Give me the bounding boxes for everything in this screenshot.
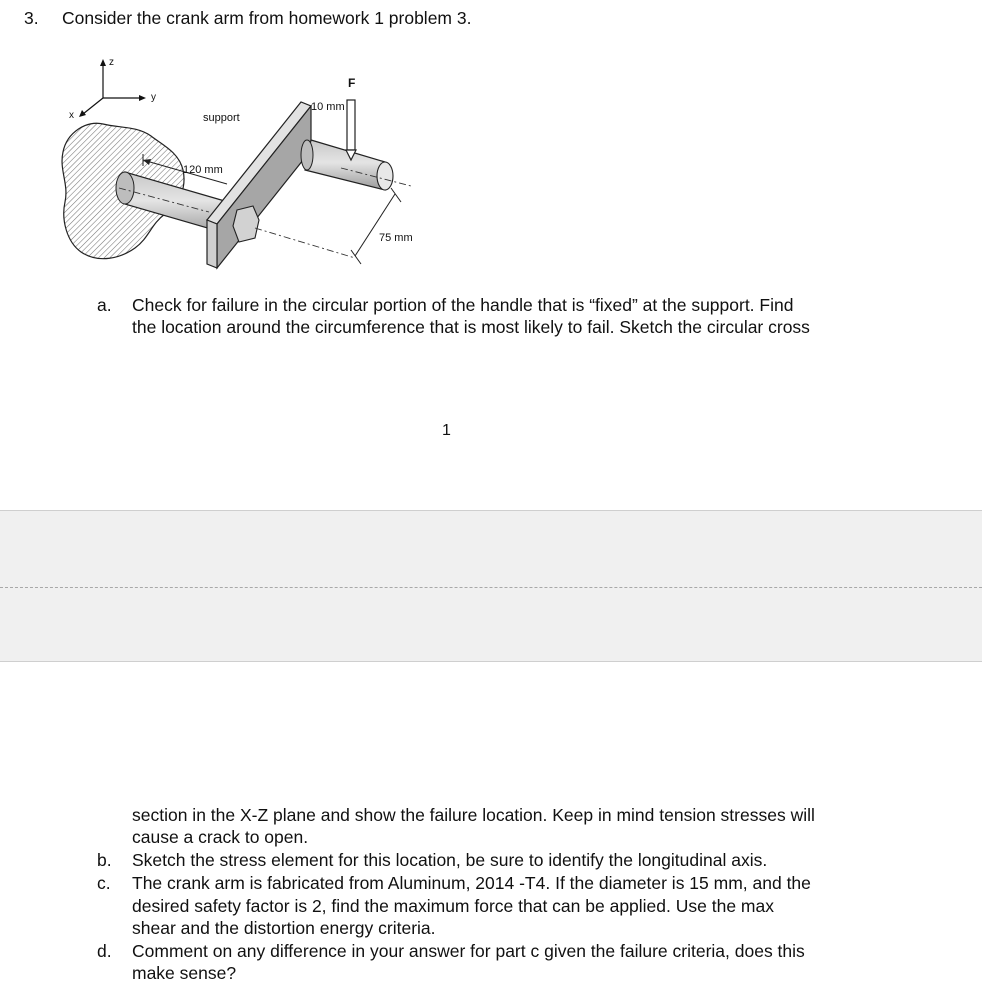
- question-text: Consider the crank arm from homework 1 problem 3.: [62, 8, 472, 28]
- page-break-divider: [0, 587, 982, 588]
- question-number: 3.: [24, 8, 39, 28]
- support-label: support: [203, 112, 240, 124]
- part-a-line-3: section in the X-Z plane and show the failure location. Keep in mind tension stresses will: [132, 805, 815, 825]
- part-d-label: d.: [97, 941, 112, 961]
- crank-arm-figure: [55, 52, 430, 274]
- dimension-120-label: 120 mm: [183, 164, 223, 176]
- force-label: F: [348, 76, 356, 90]
- part-c-label: c.: [97, 873, 111, 893]
- part-c-line-2: desired safety factor is 2, find the maximum force that can be applied. Use the max: [132, 896, 774, 916]
- axis-y-label: y: [151, 92, 156, 103]
- dimension-10-label: 10 mm: [311, 101, 345, 113]
- dimension-75-line: [351, 188, 401, 264]
- part-d-line-2: make sense?: [132, 963, 237, 983]
- part-c-line-3: shear and the distortion energy criteria.: [132, 918, 436, 938]
- force-arrow: [346, 100, 356, 160]
- crank-plate: [207, 102, 311, 268]
- part-d-line-1: Comment on any difference in your answer for part c given the failure criteria, does this: [132, 941, 805, 961]
- part-b-label: b.: [97, 850, 112, 870]
- part-c-line-1: The crank arm is fabricated from Aluminum, 2014 -T4. If the diameter is 15 mm, and the: [132, 873, 811, 893]
- part-a-line-1: Check for failure in the circular portion of the handle that is “fixed” at the support. Find: [132, 295, 794, 315]
- part-a-line-4: cause a crack to open.: [132, 827, 309, 847]
- part-a-line-2: the location around the circumference that is most likely to fail. Sketch the circular cross: [132, 317, 810, 337]
- page-number: 1: [442, 422, 451, 439]
- page-break: [0, 510, 982, 662]
- coordinate-axes: [83, 64, 141, 114]
- dimension-75-label: 75 mm: [379, 232, 413, 244]
- axis-x-label: x: [69, 110, 74, 121]
- part-b-line-1: Sketch the stress element for this location, be sure to identify the longitudinal axis.: [132, 850, 768, 870]
- axis-z-label: z: [109, 57, 114, 68]
- part-a-label: a.: [97, 295, 112, 315]
